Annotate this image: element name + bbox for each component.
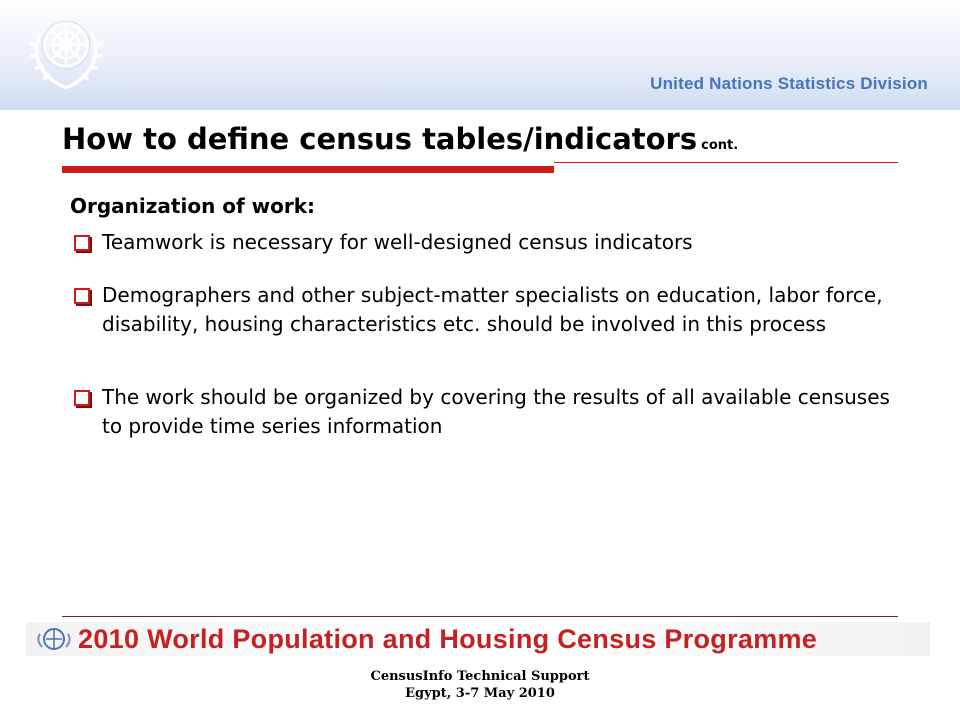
bullet-item — [70, 383, 910, 441]
checkbox-bullet-icon — [74, 390, 90, 406]
bullet-item — [70, 281, 910, 339]
title-underline-thick — [62, 166, 554, 173]
bullet-text: The work should be organized by covering the results of all available censuses to provide time series information — [102, 385, 890, 438]
footer-line-1: CensusInfo Technical Support — [370, 669, 590, 684]
checkbox-bullet-icon — [74, 288, 90, 304]
banner-title: 2010 World Population and Housing Census Programme — [78, 624, 818, 654]
un-emblem-icon — [22, 8, 110, 96]
census-programme-icon — [34, 626, 74, 652]
slide-body — [70, 194, 910, 441]
checkbox-bullet-icon — [74, 235, 90, 251]
slide-title-main: How to define census tables/indicators — [62, 122, 698, 156]
footer-line-2: Egypt, 3-7 May 2010 — [405, 686, 555, 701]
bullet-text: Demographers and other subject-matter specialists on education, labor force, disability, housing characteristics etc. should be involved in this process — [102, 283, 883, 336]
census-programme-banner — [26, 622, 930, 656]
un-statistics-division-label: United Nations Statistics Division — [650, 74, 928, 93]
slide-title — [62, 122, 738, 156]
section-heading: Organization of work: — [70, 194, 316, 218]
title-underline-thin — [554, 162, 898, 163]
bullet-text: Teamwork is necessary for well-designed census indicators — [102, 230, 693, 254]
slide-title-suffix: cont. — [701, 138, 739, 153]
bottom-divider — [62, 616, 898, 617]
bullet-item — [70, 228, 910, 257]
